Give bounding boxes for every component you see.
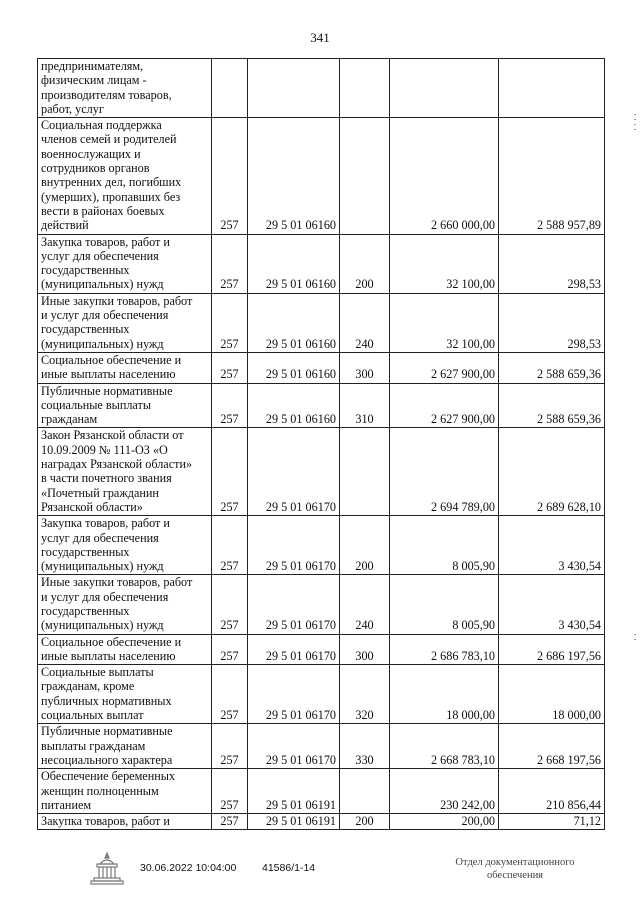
expense-name-line: (муниципальных) нужд <box>41 559 164 574</box>
table-row <box>38 516 605 575</box>
planned-amount-cell: 32 100,00 <box>390 234 499 293</box>
expense-name-line: и услуг для обеспечения <box>41 308 169 323</box>
target-article-cell: 29 5 01 06170 <box>248 634 340 665</box>
planned-amount-cell: 2 694 789,00 <box>390 428 499 516</box>
department-code-cell: 257 <box>212 814 248 830</box>
duma-building-icon <box>86 850 128 892</box>
expense-name-line: наградах Рязанской области» <box>41 457 193 472</box>
expense-name-line: женщин полноценным <box>41 783 159 798</box>
page-number: 341 <box>310 30 330 45</box>
scan-edge-marks <box>632 110 638 130</box>
planned-amount-cell: 32 100,00 <box>390 293 499 352</box>
expense-type-cell <box>340 59 390 118</box>
expense-name-line: Публичные нормативные <box>41 383 173 398</box>
planned-amount-cell: 2 627 900,00 <box>390 352 499 383</box>
expense-name-line: (муниципальных) нужд <box>41 336 164 351</box>
expense-type-cell: 300 <box>340 352 390 383</box>
table-row <box>38 59 605 118</box>
expense-name-line: государственных <box>41 263 130 278</box>
table-row <box>38 428 605 516</box>
department-code-cell: 257 <box>212 234 248 293</box>
document-footer <box>0 848 640 898</box>
table-row <box>38 293 605 352</box>
target-article-cell: 29 5 01 06170 <box>248 724 340 769</box>
department-code-cell: 257 <box>212 352 248 383</box>
target-article-cell: 29 5 01 06160 <box>248 352 340 383</box>
expense-name-line: государственных <box>41 603 130 618</box>
expense-name-line: несоциального характера <box>41 752 173 767</box>
actual-amount-cell: 2 686 197,56 <box>499 634 605 665</box>
expense-name-line: Закупка товаров, работ и <box>41 516 170 531</box>
expense-name-line: питанием <box>41 797 92 812</box>
expense-name-line: иные выплаты населению <box>41 367 176 382</box>
expense-name-line: и услуг для обеспечения <box>41 589 169 604</box>
actual-amount-cell: 2 668 197,56 <box>499 724 605 769</box>
expense-type-cell: 200 <box>340 516 390 575</box>
expense-name-cell <box>38 575 212 634</box>
department-code-cell: 257 <box>212 383 248 428</box>
actual-amount-cell: 210 856,44 <box>499 769 605 814</box>
expense-name-cell <box>38 769 212 814</box>
expense-name-line: 10.09.2009 № 111-ОЗ «О <box>41 442 168 457</box>
department-code-cell: 257 <box>212 516 248 575</box>
table-row <box>38 814 605 830</box>
expense-name-line: Социальное обеспечение и <box>41 352 182 367</box>
expense-name-line: (умерших), пропавших без <box>41 189 181 204</box>
expense-type-cell: 200 <box>340 814 390 830</box>
target-article-cell: 29 5 01 06170 <box>248 428 340 516</box>
expense-type-cell: 320 <box>340 665 390 724</box>
expense-type-cell: 330 <box>340 724 390 769</box>
expense-type-cell: 300 <box>340 634 390 665</box>
expense-name-cell <box>38 634 212 665</box>
expense-name-line: гражданам <box>41 412 98 427</box>
scan-edge-marks <box>632 630 638 640</box>
expense-name-line: Публичные нормативные <box>41 724 173 739</box>
actual-amount-cell: 298,53 <box>499 293 605 352</box>
actual-amount-cell: 2 689 628,10 <box>499 428 605 516</box>
table-row <box>38 575 605 634</box>
actual-amount-cell: 18 000,00 <box>499 665 605 724</box>
expense-name-cell <box>38 234 212 293</box>
expense-name-line: военнослужащих и <box>41 146 141 161</box>
expense-name-line: Обеспечение беременных <box>41 769 176 784</box>
expense-name-line: (муниципальных) нужд <box>41 618 164 633</box>
planned-amount-cell: 2 668 783,10 <box>390 724 499 769</box>
expense-name-cell <box>38 665 212 724</box>
target-article-cell: 29 5 01 06160 <box>248 234 340 293</box>
expense-name-line: в части почетного звания <box>41 471 172 486</box>
expense-name-line: услуг для обеспечения <box>41 248 159 263</box>
table-row <box>38 118 605 234</box>
expense-name-line: публичных нормативных <box>41 693 172 708</box>
expense-name-cell <box>38 724 212 769</box>
target-article-cell: 29 5 01 06160 <box>248 118 340 234</box>
department-code-cell: 257 <box>212 769 248 814</box>
expense-name-line: социальные выплаты <box>41 397 152 412</box>
expense-type-cell: 240 <box>340 575 390 634</box>
department-code-cell: 257 <box>212 575 248 634</box>
planned-amount-cell: 2 627 900,00 <box>390 383 499 428</box>
expense-name-cell <box>38 59 212 118</box>
planned-amount-cell: 18 000,00 <box>390 665 499 724</box>
actual-amount-cell: 71,12 <box>499 814 605 830</box>
table-row <box>38 383 605 428</box>
expense-name-line: «Почетный гражданин <box>41 485 159 500</box>
actual-amount-cell: 3 430,54 <box>499 575 605 634</box>
department-code-cell <box>212 59 248 118</box>
target-article-cell: 29 5 01 06170 <box>248 516 340 575</box>
planned-amount-cell: 8 005,90 <box>390 575 499 634</box>
target-article-cell: 29 5 01 06160 <box>248 293 340 352</box>
department-code-cell: 257 <box>212 118 248 234</box>
planned-amount-cell: 8 005,90 <box>390 516 499 575</box>
expense-type-cell <box>340 428 390 516</box>
planned-amount-cell: 230 242,00 <box>390 769 499 814</box>
table-row <box>38 352 605 383</box>
expense-name-line: (муниципальных) нужд <box>41 277 164 292</box>
department-line: Отдел документационного <box>455 857 575 868</box>
stamp-date: 30.06.2022 10:04:00 <box>140 862 237 874</box>
expense-name-line: Социальное обеспечение и <box>41 634 182 649</box>
department-code-cell: 257 <box>212 428 248 516</box>
table-row <box>38 665 605 724</box>
expense-name-line: Рязанской области» <box>41 499 143 514</box>
expense-name-line: производителям товаров, <box>41 87 172 102</box>
expense-type-cell: 240 <box>340 293 390 352</box>
expense-name-line: Иные закупки товаров, работ <box>41 293 193 308</box>
expense-name-line: работ, услуг <box>41 101 104 116</box>
target-article-cell: 29 5 01 06170 <box>248 575 340 634</box>
department-stamp <box>420 856 610 882</box>
expense-name-line: услуг для обеспечения <box>41 530 159 545</box>
actual-amount-cell: 298,53 <box>499 234 605 293</box>
planned-amount-cell: 2 660 000,00 <box>390 118 499 234</box>
expense-name-line: Закон Рязанской области от <box>41 428 184 443</box>
expense-name-line: иные выплаты населению <box>41 648 176 663</box>
table-row <box>38 724 605 769</box>
actual-amount-cell <box>499 59 605 118</box>
actual-amount-cell: 2 588 957,89 <box>499 118 605 234</box>
expense-name-line: выплаты гражданам <box>41 738 146 753</box>
target-article-cell: 29 5 01 06191 <box>248 769 340 814</box>
expense-name-line: предпринимателям, <box>41 59 144 73</box>
target-article-cell <box>248 59 340 118</box>
expense-type-cell: 310 <box>340 383 390 428</box>
expense-name-cell <box>38 118 212 234</box>
budget-table <box>37 58 605 830</box>
table-row <box>38 769 605 814</box>
expense-name-cell <box>38 383 212 428</box>
expense-name-cell <box>38 814 212 830</box>
expense-name-line: Закупка товаров, работ и <box>41 234 170 249</box>
expense-name-line: государственных <box>41 544 130 559</box>
expense-name-cell <box>38 293 212 352</box>
expense-name-line: физическим лицам - <box>41 73 147 88</box>
actual-amount-cell: 2 588 659,36 <box>499 352 605 383</box>
department-code-cell: 257 <box>212 293 248 352</box>
planned-amount-cell <box>390 59 499 118</box>
table-row <box>38 634 605 665</box>
expense-name-line: гражданам, кроме <box>41 679 135 694</box>
expense-name-cell <box>38 428 212 516</box>
planned-amount-cell: 2 686 783,10 <box>390 634 499 665</box>
expense-name-line: Социальная поддержка <box>41 118 162 133</box>
expense-type-cell: 200 <box>340 234 390 293</box>
expense-type-cell <box>340 769 390 814</box>
target-article-cell: 29 5 01 06160 <box>248 383 340 428</box>
target-article-cell: 29 5 01 06170 <box>248 665 340 724</box>
expense-type-cell <box>340 118 390 234</box>
expense-name-cell <box>38 516 212 575</box>
department-code-cell: 257 <box>212 634 248 665</box>
expense-name-line: действий <box>41 218 89 233</box>
expense-name-line: членов семей и родителей <box>41 132 177 147</box>
expense-name-line: вести в районах боевых <box>41 203 165 218</box>
expense-name-line: Иные закупки товаров, работ <box>41 575 193 590</box>
expense-name-line: государственных <box>41 322 130 337</box>
expense-name-line: сотрудников органов <box>41 161 150 176</box>
expense-name-line: внутренних дел, погибших <box>41 175 182 190</box>
planned-amount-cell: 200,00 <box>390 814 499 830</box>
department-line: обеспечения <box>486 870 544 881</box>
actual-amount-cell: 2 588 659,36 <box>499 383 605 428</box>
department-code-cell: 257 <box>212 724 248 769</box>
target-article-cell: 29 5 01 06191 <box>248 814 340 830</box>
expense-name-line: Социальные выплаты <box>41 665 154 680</box>
expense-name-line: Закупка товаров, работ и <box>41 814 170 829</box>
table-row <box>38 234 605 293</box>
department-code-cell: 257 <box>212 665 248 724</box>
expense-name-line: социальных выплат <box>41 708 144 723</box>
expense-name-cell <box>38 352 212 383</box>
actual-amount-cell: 3 430,54 <box>499 516 605 575</box>
stamp-doc-number: 41586/1-14 <box>262 862 316 874</box>
